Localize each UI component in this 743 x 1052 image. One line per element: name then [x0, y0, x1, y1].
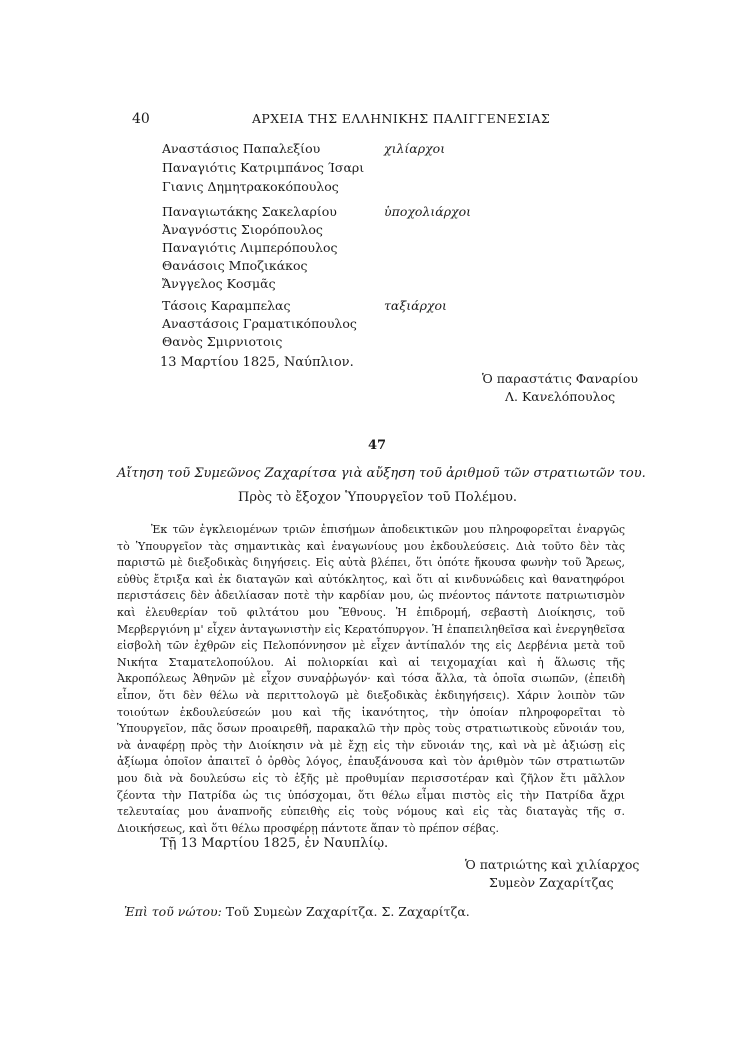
previous-document-date: 13 Μαρτίου 1825, Ναύπλιον. [160, 355, 354, 370]
officer-rank: ταξιάρχοι [384, 298, 447, 313]
page-number: 40 [132, 111, 150, 127]
officer-name: Θανὸς Σμιρνιοτοις [162, 334, 283, 349]
previous-signature-name: Λ. Κανελόπουλος [505, 389, 616, 404]
verso-note [124, 904, 470, 919]
previous-signature-title: Ὁ παραστάτις Φαναρίου [482, 371, 638, 386]
officer-rank: ὑποχολιάρχοι [384, 204, 472, 219]
officer-name: Ἀναγνόστις Σιορόπουλος [162, 222, 323, 237]
officer-name: Θανάσοις Μποζικάκος [162, 258, 308, 273]
officer-rank: χιλίαρχοι [384, 141, 446, 156]
officer-name: Αναστάσιος Παπαλεξίου [162, 141, 321, 156]
document-number: 47 [368, 438, 387, 453]
officer-name: Τάσοις Καραμπελας [162, 298, 291, 313]
officer-name: Παναγιότις Κατριμπάνος Ίσαρι [162, 160, 365, 175]
signature-title: Ὁ πατριώτης καὶ χιλίαρχος [465, 857, 640, 872]
officer-name: Ἄνγγελος Κοσμᾶς [162, 276, 276, 291]
document-date: Τῇ 13 Μαρτίου 1825, ἐν Ναυπλίῳ. [160, 836, 389, 851]
verso-label: Ἐπὶ τοῦ νώτου: [124, 904, 222, 919]
document-address: Πρὸς τὸ ἔξοχον Ὑπουργεῖον τοῦ Πολέμου. [238, 490, 518, 505]
officer-name: Γιανις Δημητρακοκόπουλος [162, 179, 339, 194]
officer-name: Παναγιότις Λιμπερόπουλος [162, 240, 338, 255]
officer-name: Αναστάσοις Γραματικόπουλος [162, 316, 357, 331]
signature-name: Συμεὸν Ζαχαρίτζας [489, 875, 614, 890]
verso-text: Τοῦ Συμεὼν Ζαχαρίτζα. Σ. Ζαχαρίτζα. [225, 904, 470, 919]
running-header: ΑΡΧΕΙΑ ΤΗΣ ΕΛΛΗΝΙΚΗΣ ΠΑΛΙΓΓΕΝΕΣΙΑΣ [252, 111, 551, 126]
document-body: Ἐκ τῶν ἐγκλειομένων τριῶν ἐπισήμων ἀποδεικτικῶν μου πληροφορεῖται ἐναργῶς τὸ Ὑπουργεῖον τὰς σημαντικὰς καὶ ἐναγωνίους μου ἐκδουλεύσεις. Διὰ τοῦτο δὲν τὰς παριστῶ μὲ διεξοδικὰς διηγήσεις. Εἰς αὐτὰ βλέπει, ὅτι ὁπότε ἤκουσα φωνὴν τοῦ Ἄρεως, εὐθὺς ἔτριξα καὶ ἐκ διαταγῶν καὶ αὐτόκλητος, καὶ ὅτι αἱ κινδυνώδεις καὶ θανατηφόροι περιστάσεις δὲν ἀδειλίασαν ποτὲ τὴν καρδίαν μου, ὡς πνέοντος πάντοτε πατριωτισμὸν καὶ ἐλευθερίαν τοῦ φιλτάτου μου Ἔθνους. Ἡ ἐπιδρομή, σεβαστὴ Διοίκησις, τοῦ Μερβεργιόνη μ' εἶχεν ἀνταγωνιστὴν εἰς Κερατόπυργον. Ἡ ἐπαπειληθεῖσα καὶ ἐνεργηθεῖσα εἰσβολὴ τῶν ἐχθρῶν εἰς Πελοπόννησον μὲ εἶχεν ἀντίπαλόν της εἰς Δερβένια μετὰ τοῦ Νικήτα Σταματελοπούλου. Αἱ πολιορκίαι καὶ αἱ τειχομαχίαι καὶ ἡ ἅλωσις τῆς Ἀκροπόλεως Ἀθηνῶν μὲ εἶχον συναῤῥωγόν· καὶ τόσα ἄλλα, τὰ ὁποῖα σιωπῶν, (ἐπειδὴ εἶπον, ὅτι δὲν θέλω νὰ περιττολογῶ μὲ διεξοδικὰς ἐκδιηγήσεις). Χάριν λοιπὸν τῶν τοιούτων ἐκδουλεύσεών μου καὶ τῆς ἱκανότητος, τὴν ὁποίαν πληροφορεῖται τὸ Ὑπουργεῖον, πᾶς ὅσων προαιρεθῆ, παρακαλῶ τὴν πρὸς τοὺς στρατιωτικοὺς εὔνοιάν του, νὰ ἀναφέρῃ πρὸς τὴν Διοίκησιν νὰ μὲ ἔχῃ εἰς τὴν εὔνοιάν της, καὶ νὰ μὲ ἀξιώσῃ εἰς ἀξίωμα ὁποῖον ἀπαιτεῖ ὁ ὀρθὸς λόγος, ἐπαυξάνουσα καὶ τὸν ἀριθμὸν τῶν στρατιωτῶν μου διὰ νὰ δουλεύσω εἰς τὸ ἑξῆς μὲ προθυμίαν περισσοτέραν καὶ ζῆλον ἔτι μᾶλλον ζέοντα τὴν Πατρίδα ὡς τις ὑπόσχομαι, ὅτι θέλω εἶμαι πιστὸς εἰς τὴν Πατρίδα ἄχρι τελευταίας μου ἀναπνοῆς εὐπειθὴς εἰς τοὺς νόμους καὶ εἰς τὰς διαταγὰς τῆς σ. Διοικήσεως, καὶ ὅτι θέλω προσφέρῃ πάντοτε ἅπαν τὸ πρέπον σέβας. [117, 523, 625, 835]
officer-name: Παναγιωτάκης Σακελαρίου [162, 204, 337, 219]
document-title: Αἴτηση τοῦ Συμεῶνος Ζαχαρίτσα γιὰ αὔξηση τοῦ ἀριθμοῦ τῶν στρατιωτῶν του. [117, 466, 646, 481]
